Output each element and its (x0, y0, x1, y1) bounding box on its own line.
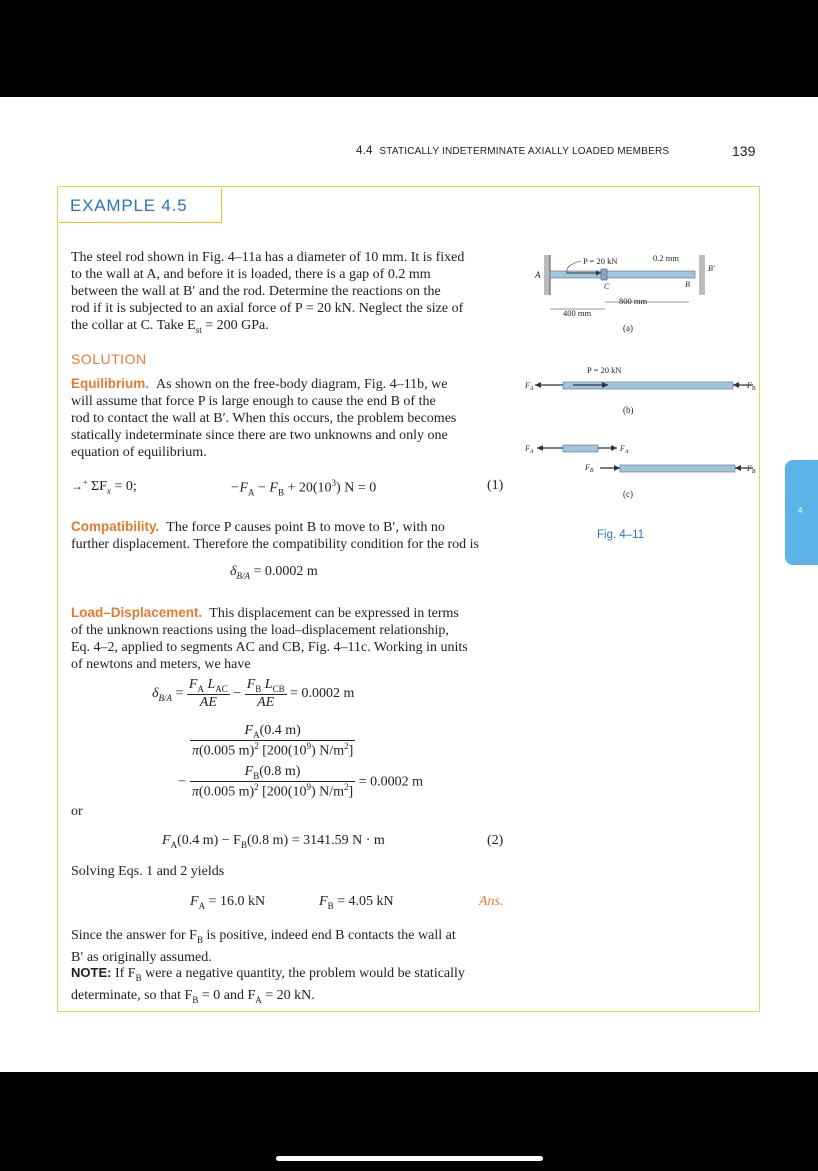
figure-b (525, 365, 756, 415)
load-displacement-eq-1: $\delta_{B/A}$ = $\frac{F_A L_{AC}}{AE}$ − $\frac{F_B L_{CB}}{AE}$ = 0.0002 m (152, 677, 355, 710)
compatibility-heading: Compatibility. (71, 519, 160, 534)
answer-marker: Ans. (479, 894, 504, 909)
collar-c (601, 269, 607, 280)
solving-text: Solving Eqs. 1 and 2 yields (71, 864, 225, 879)
page-number: 139 (732, 143, 756, 159)
home-indicator[interactable] (276, 1156, 543, 1161)
problem-statement (71, 249, 511, 339)
load-displacement-paragraph: Load–Displacement. This displacement can be expressed in terms of the unknown reactions using the load–displacement relationship, Eq. 4–2, applied to segments AC and CB, Fig. 4–11c. Working in units of newtons and meters, we have (71, 605, 468, 672)
equilibrium-equation: $-F_A - F_B + 20(10^3) N = 0$ (230, 478, 377, 498)
load-displacement-eq-2: $\frac{F_A(0.4 m)}{\pi(0.005 m)^2 [200(10^9) N/m^2]}$ (192, 723, 354, 759)
result-fa: $F_A = 16.0$ kN (190, 894, 266, 911)
section-title: STATICALLY INDETERMINATE AXIALLY LOADED MEMBERS (379, 146, 670, 157)
a-800-label: 800 mm (619, 296, 648, 306)
figure-c (525, 444, 756, 499)
equilibrium-heading: Equilibrium. (71, 376, 150, 391)
chapter-tab[interactable]: 4 (785, 460, 818, 565)
svg-text:C: C (604, 282, 610, 291)
fbd-segment-cb (620, 465, 735, 472)
equation-number-1: (1) (487, 478, 504, 493)
compatibility-paragraph: Compatibility. The force P causes point B to move to B′, with no further displacement. Therefore the compatibility condition for the rod is (71, 519, 479, 552)
result-fb: $F_B = 4.05$ kN (319, 894, 394, 911)
section-number: 4.4 (356, 145, 373, 157)
svg-text:FB: $F_B$ (585, 463, 594, 474)
fbd-segment-ac (563, 445, 598, 452)
problem-line: the collar at C. Take $E_{st} = 200$ GPa. (71, 318, 269, 335)
figure-drawing (525, 245, 760, 545)
wall-a (544, 255, 550, 295)
conclusion-paragraph: Since the answer for $F_B$ is positive, indeed end B contacts the wall at B′ as originally assumed. (71, 928, 456, 965)
a-force-label: P = 20 kN (583, 256, 618, 266)
note-label: NOTE: (71, 965, 112, 980)
equilibrium-paragraph: Equilibrium. As shown on the free-body diagram, Fig. 4–11b, we will assume that force P is large enough to cause the end B of the rod to contact the wall at B′. When this occurs, the problem becomes statically indeterminate since there are two unknowns and only one equation of equilibrium. (71, 376, 457, 460)
problem-line: rod if it is subjected to an axial force of P = 20 kN. Neglect the size of (71, 301, 464, 316)
example-label: EXAMPLE 4.5 (70, 196, 188, 215)
problem-line: The steel rod shown in Fig. 4–11a has a diameter of 10 mm. It is fixed (71, 250, 465, 265)
steel-rod (550, 271, 695, 278)
or-word: or (71, 804, 83, 819)
label-A: A (535, 270, 541, 280)
load-displacement-eq-3: − $\frac{F_B(0.8 m)}{\pi(0.005 m)^2 [200(10^9) N/m^2]}$ = 0.0002 m (178, 764, 423, 800)
svg-text:B: B (685, 280, 690, 289)
figure-caption: Fig. 4–11 (597, 529, 645, 541)
solution-label: SOLUTION (71, 351, 147, 367)
svg-text:B′: B′ (708, 264, 715, 273)
svg-text:FB: $F_B$ (747, 381, 756, 392)
b-force-label: P = 20 kN (587, 365, 622, 375)
label-b: (b) (623, 405, 634, 415)
svg-text:FA: $F_A$ (620, 444, 629, 455)
svg-text:FB: $F_B$ (747, 464, 756, 475)
problem-line: between the wall at B′ and the rod. Determine the reactions on the (71, 284, 441, 299)
label-c: (c) (623, 489, 633, 499)
a-gap-label: 0.2 mm (653, 253, 679, 263)
compatibility-equation: $\delta_{B/A} = 0.0002$ m (230, 564, 318, 581)
equation-number-2: (2) (487, 833, 504, 848)
svg-text:FA: $F_A$ (525, 444, 534, 455)
running-header (356, 145, 669, 157)
figure-4-11 (525, 245, 760, 545)
a-400-label: 400 mm (563, 308, 592, 318)
load-displacement-heading: Load–Displacement. (71, 605, 203, 620)
label-a: (a) (623, 323, 633, 333)
wall-b-prime (699, 255, 705, 295)
problem-line: to the wall at A, and before it is loaded, there is a gap of 0.2 mm (71, 267, 431, 282)
svg-text:FA: $F_A$ (525, 381, 534, 392)
note-paragraph: NOTE: If $F_B$ were a negative quantity, the problem would be statically determinate, so that $F_B = 0$ and $F_A = 20$ kN. (71, 965, 465, 1005)
figure-a (534, 253, 715, 333)
equilibrium-sum: →+ $\Sigma F_x = 0$; (71, 478, 137, 496)
equation-2: $F_A(0.4$ $m) - F_B(0.8$ m) = 3141.59 N · m (162, 833, 385, 850)
textbook-page (0, 97, 818, 1072)
